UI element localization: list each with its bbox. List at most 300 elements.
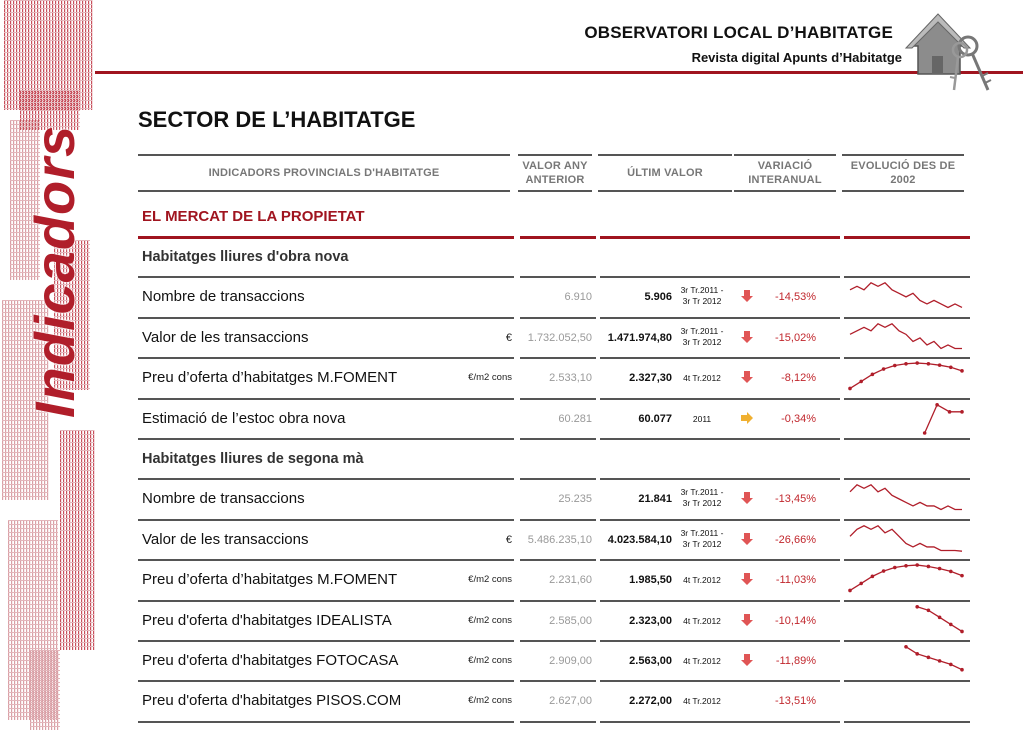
header-rule-top xyxy=(138,154,510,156)
deco-stripe xyxy=(60,466,94,467)
section-rule xyxy=(600,236,736,239)
deco-stripe xyxy=(60,450,94,451)
deco-stripe xyxy=(60,614,94,615)
sparkline-point xyxy=(960,668,964,672)
row-rule xyxy=(736,317,840,319)
sparkline-point xyxy=(938,615,942,619)
row-rule xyxy=(138,640,514,642)
row-rule xyxy=(600,600,736,602)
section-rule xyxy=(520,236,596,239)
period-line2: 3r Tr 2012 xyxy=(682,336,722,347)
row-rule xyxy=(600,680,736,682)
sparkline-point xyxy=(927,656,931,660)
deco-stripe xyxy=(40,40,84,41)
previous-value: 25.235 xyxy=(558,493,592,506)
deco-stripe xyxy=(30,706,60,707)
period-line1: 3r Tr.2011 - xyxy=(680,325,724,336)
row-rule xyxy=(520,357,596,359)
row-rule xyxy=(736,357,840,359)
row-rule xyxy=(736,600,840,602)
variation-value: -15,02% xyxy=(775,331,816,344)
row-rule xyxy=(736,478,840,480)
deco-stripe xyxy=(60,574,94,575)
market-title: EL MERCAT DE LA PROPIETAT xyxy=(142,208,365,225)
deco-stripe xyxy=(60,562,94,563)
last-value: 2.323,00 xyxy=(629,614,672,627)
deco-stripe xyxy=(60,602,94,603)
deco-stripe xyxy=(60,610,94,611)
evolution-sparkline xyxy=(846,520,966,558)
period-line1: 4t Tr.2012 xyxy=(683,656,721,666)
deco-stripe xyxy=(60,542,94,543)
deco-stripe xyxy=(60,546,94,547)
deco-stripe xyxy=(8,544,58,545)
indicator-label: Preu d’oferta d’habitatges M.FOMENT xyxy=(142,369,398,387)
deco-stripe xyxy=(60,430,94,431)
deco-stripe xyxy=(40,88,84,89)
deco-stripe xyxy=(8,604,58,605)
deco-stripe xyxy=(40,28,84,29)
deco-stripe xyxy=(2,484,48,485)
deco-stripe xyxy=(40,44,84,45)
sparkline-point xyxy=(871,373,875,377)
variation-value: -11,89% xyxy=(775,655,816,667)
deco-stripe xyxy=(2,480,48,481)
deco-stripe xyxy=(8,532,58,533)
deco-stripe xyxy=(30,686,60,687)
row-rule xyxy=(138,357,514,359)
row-rule xyxy=(520,438,596,440)
deco-stripe xyxy=(60,454,94,455)
deco-stripe xyxy=(30,682,60,683)
header-variation-line2: INTERANUAL xyxy=(748,174,822,186)
house-with-keys-icon xyxy=(900,10,1005,95)
sparkline-point xyxy=(915,652,919,656)
evolution-sparkline xyxy=(846,479,966,517)
deco-stripe xyxy=(20,102,80,103)
evolution-sparkline xyxy=(846,277,966,315)
deco-stripe xyxy=(20,106,80,107)
deco-stripe xyxy=(2,476,48,477)
deco-stripe xyxy=(8,520,58,521)
sparkline-path xyxy=(925,404,962,432)
deco-stripe xyxy=(60,482,94,483)
deco-stripe xyxy=(2,436,48,437)
indicator-label: Nombre de transaccions xyxy=(142,490,305,508)
deco-stripe xyxy=(2,444,48,445)
row-rule xyxy=(138,478,514,480)
deco-stripe xyxy=(8,580,58,581)
deco-stripe xyxy=(60,522,94,523)
sparkline-point xyxy=(927,362,931,366)
period-line1: 3r Tr.2011 - xyxy=(680,487,724,498)
deco-stripe xyxy=(60,570,94,571)
deco-stripe xyxy=(30,678,60,679)
row-rule xyxy=(736,438,840,440)
unit-label: €/m2 cons xyxy=(468,695,512,707)
period-line1: 3r Tr.2011 - xyxy=(680,527,724,538)
sparkline-point xyxy=(960,410,964,414)
deco-stripe xyxy=(30,726,60,727)
deco-stripe xyxy=(2,456,48,457)
unit-label: €/m2 cons xyxy=(468,614,512,626)
header-evolution xyxy=(842,159,964,187)
deco-stripe xyxy=(20,98,80,99)
sparkline-point xyxy=(938,567,942,571)
row-rule xyxy=(600,317,736,319)
evolution-sparkline xyxy=(846,641,966,679)
deco-stripe xyxy=(40,64,84,65)
deco-stripe xyxy=(40,32,84,33)
sparkline-point xyxy=(949,622,953,626)
deco-stripe xyxy=(60,494,94,495)
deco-stripe xyxy=(60,538,94,539)
deco-stripe xyxy=(8,568,58,569)
deco-stripe xyxy=(20,90,80,91)
sparkline-point xyxy=(949,366,953,370)
evolution-sparkline xyxy=(846,318,966,356)
last-value: 1.985,50 xyxy=(629,574,672,587)
deco-stripe xyxy=(8,648,58,649)
deco-stripe xyxy=(60,534,94,535)
deco-stripe xyxy=(2,428,48,429)
deco-stripe xyxy=(2,424,48,425)
deco-stripe xyxy=(2,464,48,465)
indicator-label: Preu d'oferta d'habitatges PISOS.COM xyxy=(142,692,402,710)
header-rule-bottom xyxy=(734,190,836,192)
deco-stripe xyxy=(2,452,48,453)
previous-value: 6.910 xyxy=(564,291,592,304)
row-rule xyxy=(736,276,840,278)
deco-stripe xyxy=(40,72,84,73)
deco-stripe xyxy=(30,690,60,691)
indicator-label: Preu d'oferta d'habitatges IDEALISTA xyxy=(142,611,392,629)
deco-stripe xyxy=(2,420,48,421)
sparkline-point xyxy=(948,410,952,414)
header-previous-line2: ANTERIOR xyxy=(525,174,585,186)
deco-stripe xyxy=(60,470,94,471)
deco-stripe xyxy=(8,536,58,537)
deco-stripe xyxy=(8,596,58,597)
indicator-label: Valor de les transaccions xyxy=(142,530,309,548)
section-rule xyxy=(138,236,514,239)
deco-stripe xyxy=(60,514,94,515)
header-last: ÚLTIM VALOR xyxy=(627,167,703,179)
previous-value: 2.533,10 xyxy=(549,372,592,385)
header-evolution-line1: EVOLUCIÓ DES DE xyxy=(850,160,956,172)
sparkline-point xyxy=(915,361,919,365)
sparkline-point xyxy=(904,362,908,366)
deco-stripe xyxy=(60,606,94,607)
deco-stripe xyxy=(40,20,84,21)
variation-value: -13,51% xyxy=(775,695,816,708)
last-value: 1.471.974,80 xyxy=(607,331,672,344)
deco-stripe xyxy=(4,16,92,17)
side-title: Indicadors xyxy=(23,124,86,418)
deco-stripe xyxy=(40,56,84,57)
deco-stripe xyxy=(60,642,94,643)
deco-stripe xyxy=(8,560,58,561)
deco-stripe xyxy=(60,586,94,587)
deco-stripe xyxy=(30,698,60,699)
deco-stripe xyxy=(8,528,58,529)
unit-label: € xyxy=(505,533,512,546)
deco-stripe xyxy=(8,628,58,629)
deco-stripe xyxy=(60,518,94,519)
sparkline-point xyxy=(848,589,852,593)
sparkline-point xyxy=(927,565,931,569)
header-rule-top xyxy=(734,154,836,156)
row-rule xyxy=(520,559,596,561)
deco-stripe xyxy=(60,438,94,439)
header-previous xyxy=(516,159,594,187)
deco-stripe xyxy=(30,722,60,723)
deco-stripe xyxy=(40,36,84,37)
row-rule xyxy=(520,276,596,278)
deco-stripe xyxy=(60,506,94,507)
deco-stripe xyxy=(8,552,58,553)
header-indicator: INDICADORS PROVINCIALS D'HABITATGE xyxy=(208,167,440,179)
row-rule xyxy=(600,721,736,723)
deco-stripe xyxy=(60,622,94,623)
row-rule xyxy=(844,438,970,440)
deco-stripe xyxy=(40,76,84,77)
deco-stripe xyxy=(8,632,58,633)
section-rule xyxy=(844,236,970,239)
variation-value: -14,53% xyxy=(775,291,816,304)
deco-stripe xyxy=(60,502,94,503)
row-rule xyxy=(736,640,840,642)
header-variation-line1: VARIACIÓ xyxy=(757,160,813,172)
previous-value: 5.486.235,10 xyxy=(527,533,592,546)
evolution-sparkline xyxy=(846,399,966,437)
sparkline-point xyxy=(893,566,897,570)
sparkline-path xyxy=(850,283,962,308)
deco-stripe xyxy=(30,718,60,719)
deco-stripe xyxy=(8,608,58,609)
sparkline-point xyxy=(904,564,908,568)
sparkline-point xyxy=(960,574,964,578)
period-line1: 4t Tr.2012 xyxy=(683,373,721,384)
header-rule-top xyxy=(518,154,592,156)
deco-stripe xyxy=(8,640,58,641)
variation-value: -13,45% xyxy=(775,493,816,506)
header-previous-line1: VALOR ANY xyxy=(522,160,588,172)
deco-stripe xyxy=(4,0,92,1)
row-rule xyxy=(138,721,514,723)
last-value: 2.563,00 xyxy=(629,655,672,667)
deco-stripe xyxy=(30,694,60,695)
row-rule xyxy=(138,519,514,521)
deco-stripe xyxy=(40,24,84,25)
deco-stripe xyxy=(40,68,84,69)
period-line1: 2011 xyxy=(692,413,712,424)
deco-stripe xyxy=(2,460,48,461)
row-rule xyxy=(520,478,596,480)
row-rule xyxy=(520,721,596,723)
sparkline-path xyxy=(906,647,962,670)
deco-stripe xyxy=(60,490,94,491)
row-rule xyxy=(138,559,514,561)
deco-stripe xyxy=(8,624,58,625)
deco-stripe xyxy=(8,564,58,565)
variation-value: -10,14% xyxy=(775,614,816,627)
deco-stripe xyxy=(8,524,58,525)
deco-stripe xyxy=(60,530,94,531)
sparkline-point xyxy=(960,369,964,373)
previous-value: 2.231,60 xyxy=(549,574,592,587)
deco-stripe xyxy=(20,110,80,111)
deco-stripe xyxy=(30,666,60,667)
row-rule xyxy=(736,680,840,682)
sparkline-path xyxy=(850,526,962,551)
sparkline-point xyxy=(923,431,927,435)
deco-stripe xyxy=(2,472,48,473)
deco-stripe xyxy=(60,550,94,551)
header-subtitle: Revista digital Apunts d’Habitatge xyxy=(691,50,902,65)
deco-stripe xyxy=(60,486,94,487)
indicator-label: Estimació de l’estoc obra nova xyxy=(142,409,346,427)
row-rule xyxy=(520,398,596,400)
period-line1: 4t Tr.2012 xyxy=(683,696,721,707)
deco-stripe xyxy=(60,598,94,599)
deco-stripe xyxy=(8,612,58,613)
indicator-label: Preu d'oferta d'habitatges FOTOCASA xyxy=(142,652,399,669)
sparkline-point xyxy=(848,387,852,391)
deco-stripe xyxy=(60,630,94,631)
deco-stripe xyxy=(40,84,84,85)
sparkline-point xyxy=(904,645,908,649)
sparkline-point xyxy=(859,582,863,586)
row-rule xyxy=(600,640,736,642)
deco-stripe xyxy=(60,434,94,435)
indicator-label: Preu d’oferta d’habitatges M.FOMENT xyxy=(142,571,398,589)
unit-label: €/m2 cons xyxy=(468,574,512,586)
row-rule xyxy=(520,519,596,521)
row-rule xyxy=(138,276,514,278)
sparkline-point xyxy=(938,659,942,663)
previous-value: 1.732.052,50 xyxy=(527,331,592,344)
deco-stripe xyxy=(4,8,92,9)
deco-stripe xyxy=(60,478,94,479)
section-title: SECTOR DE L’HABITATGE xyxy=(138,107,416,132)
deco-stripe xyxy=(60,442,94,443)
deco-stripe xyxy=(8,556,58,557)
row-rule xyxy=(600,438,736,440)
row-rule xyxy=(520,317,596,319)
deco-stripe xyxy=(40,80,84,81)
last-value: 60.077 xyxy=(638,412,672,425)
previous-value: 2.627,00 xyxy=(549,695,592,708)
deco-stripe xyxy=(8,584,58,585)
deco-stripe xyxy=(8,572,58,573)
unit-label: € xyxy=(505,331,512,344)
header-variation xyxy=(734,159,836,187)
deco-stripe xyxy=(60,594,94,595)
last-value: 2.327,30 xyxy=(629,372,672,385)
sparkline-point xyxy=(882,367,886,371)
variation-value: -8,12% xyxy=(781,372,816,385)
group-title: Habitatges lliures de segona mà xyxy=(142,451,364,467)
header-rule xyxy=(95,71,1023,74)
group-title: Habitatges lliures d'obra nova xyxy=(142,249,349,265)
deco-stripe xyxy=(2,440,48,441)
deco-stripe xyxy=(30,674,60,675)
deco-stripe xyxy=(4,4,92,5)
header-rule-bottom xyxy=(842,190,964,192)
evolution-sparkline xyxy=(846,560,966,598)
deco-stripe xyxy=(60,526,94,527)
deco-stripe xyxy=(60,638,94,639)
last-value: 4.023.584,10 xyxy=(607,533,672,546)
deco-stripe xyxy=(60,554,94,555)
sparkline-point xyxy=(935,403,939,407)
deco-stripe xyxy=(30,710,60,711)
period-line1: 4t Tr.2012 xyxy=(683,575,721,586)
row-rule xyxy=(138,438,514,440)
deco-stripe xyxy=(4,12,92,13)
deco-stripe xyxy=(2,496,48,497)
row-rule xyxy=(600,357,736,359)
deco-stripe xyxy=(2,448,48,449)
deco-stripe xyxy=(30,662,60,663)
period-line1: 3r Tr.2011 - xyxy=(680,285,724,296)
deco-stripe xyxy=(20,122,80,123)
deco-stripe xyxy=(8,644,58,645)
deco-stripe xyxy=(8,548,58,549)
deco-stripe xyxy=(60,458,94,459)
deco-stripe xyxy=(8,576,58,577)
sparkline-point xyxy=(960,629,964,633)
deco-stripe xyxy=(8,540,58,541)
deco-stripe xyxy=(60,578,94,579)
header-rule-top xyxy=(598,154,732,156)
deco-stripe xyxy=(60,558,94,559)
deco-stripe xyxy=(30,650,60,651)
deco-stripe xyxy=(8,616,58,617)
row-rule xyxy=(600,559,736,561)
deco-stripe xyxy=(30,714,60,715)
header-rule-top xyxy=(842,154,964,156)
sparkline-path xyxy=(850,324,962,349)
last-value: 21.841 xyxy=(638,493,672,506)
header-evolution-line2: 2002 xyxy=(890,174,916,186)
previous-value: 2.585,00 xyxy=(549,614,592,627)
deco-stripe xyxy=(30,658,60,659)
row-rule xyxy=(844,721,970,723)
deco-stripe xyxy=(40,52,84,53)
period-line2: 3r Tr 2012 xyxy=(682,538,722,549)
header-rule-bottom xyxy=(518,190,592,192)
last-value: 2.272,00 xyxy=(629,695,672,708)
header-rule-bottom xyxy=(138,190,510,192)
row-rule xyxy=(520,600,596,602)
deco-stripe xyxy=(30,654,60,655)
row-rule xyxy=(844,680,970,682)
previous-value: 60.281 xyxy=(558,412,592,425)
sparkline-point xyxy=(893,364,897,368)
unit-label: €/m2 cons xyxy=(468,372,512,384)
sparkline-point xyxy=(938,364,942,368)
deco-stripe xyxy=(2,488,48,489)
row-rule xyxy=(736,559,840,561)
header-title: OBSERVATORI LOCAL D’HABITATGE xyxy=(584,23,893,42)
evolution-sparkline xyxy=(846,601,966,639)
deco-stripe xyxy=(2,468,48,469)
sparkline-point xyxy=(859,380,863,384)
variation-value: -0,34% xyxy=(781,412,816,425)
sparkline-path xyxy=(850,485,962,510)
